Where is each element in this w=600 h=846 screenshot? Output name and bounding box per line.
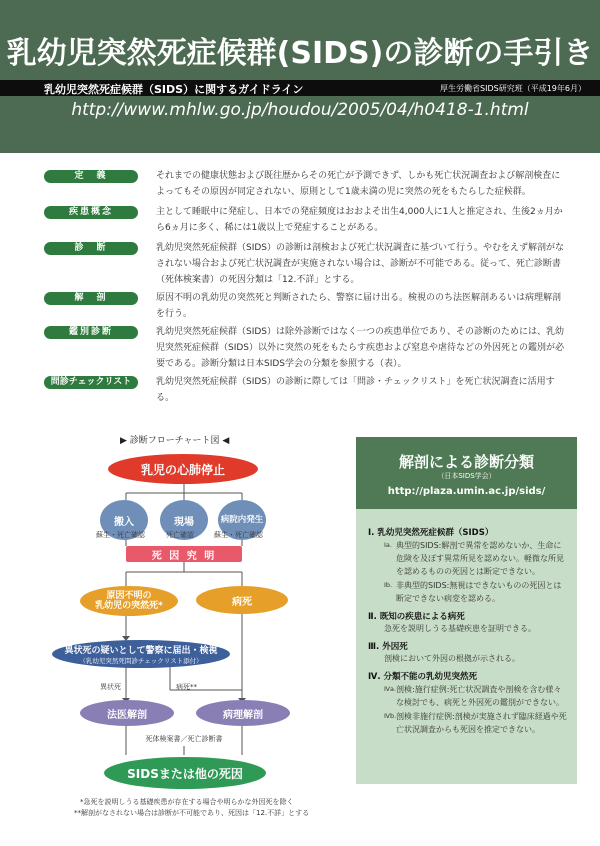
place-node: 搬入: [100, 500, 148, 540]
section-item: [368, 539, 568, 578]
subtitle: 乳幼児突然死症候群（SIDS）に関するガイドライン: [44, 83, 304, 96]
place-node: 現場: [160, 500, 208, 540]
panel-subtitle: （日本SIDS学会）: [437, 472, 496, 480]
section-desc: 剖検において外因の根拠が示される。: [384, 654, 520, 663]
definition-text: それまでの健康状態および既往歴からその死亡が予測できず、しかも死亡状況調査および解剖検査によってもその原因が同定されない、原則として1歳未満の児に突然の死をもたらした症候群。: [156, 171, 561, 197]
page-title: 乳幼児突然死症候群(SIDS)の診断の手引き: [6, 36, 594, 71]
item-text: 剖検:施行症例:死亡状況調査や剖検を含む様々な検討でも、病死と外因死の鑑別ができない。: [396, 685, 564, 707]
classification-panel: [356, 437, 577, 784]
section-desc: 急死を説明しうる基礎疾患を証明できる。: [384, 624, 536, 633]
item-key: Ib.: [384, 581, 393, 589]
place-note: 死亡確認: [166, 531, 194, 539]
definition-label: 鑑別診断: [44, 326, 138, 339]
panel-url[interactable]: http://plaza.umin.ac.jp/sids/: [387, 486, 546, 497]
panel-body: [368, 521, 568, 736]
forensic-autopsy-node: 法医解剖: [80, 700, 174, 726]
panel-header: [356, 437, 577, 509]
definition-label: 疾患概念: [44, 206, 138, 219]
item-text: 典型的SIDS:解剖で異常を認めないか、生命に危険を及ぼす異常所見を認めない。軽微な所見を認めるものの死因とは断定できない。: [396, 541, 564, 576]
definition-text: 主として睡眠中に発症し、日本での発症頻度はおおよそ出生4,000人に1人と推定され、生後2ヵ月から6ヵ月に多く、稀には1歳以上で発症することがある。: [156, 207, 563, 233]
start-node: 乳児の心肺停止: [108, 454, 258, 484]
definition-label: 診 断: [44, 242, 138, 255]
section-heading: Ⅱ. 既知の疾患による病死: [368, 612, 465, 622]
branch-label: 病死**: [176, 683, 197, 691]
definition-text: 乳幼児突然死症候群（SIDS）の診断は剖検および死亡状況調査に基づいて行う。やむをえず解剖がなされない場合および死亡状況調査が実施されない場合は、診断が不可能である。従って、死亡診断書（死体検案書）の死因分類は「12.不詳」とする。: [156, 243, 565, 285]
item-key: Ia.: [384, 541, 392, 549]
section-item: [368, 710, 568, 736]
definition-text: 原因不明の乳幼児の突然死と判断されたら、警察に届け出る。検視ののち法医解剖あるいは病理解剖を行う。: [156, 293, 562, 319]
item-key: Ⅳa.: [384, 685, 397, 693]
definition-label: 問診チェックリスト: [44, 376, 138, 389]
panel-title: 解剖による診断分類: [398, 453, 534, 471]
footnote: **解剖がなされない場合は診断が不可能であり、死因は「12.不詳」とする: [74, 809, 310, 817]
organization: 厚生労働省SIDS研究班（平成19年6月）: [440, 84, 586, 93]
definition-text: 乳幼児突然死症候群（SIDS）の診断に際しては「問診・チェックリスト」を死亡状況調査に活用する。: [156, 377, 555, 403]
definition-label: 定 義: [44, 170, 138, 183]
section-heading: Ⅳ. 分類不能の乳幼児突然死: [368, 672, 478, 682]
definition-text: 乳幼児突然死症候群（SIDS）は除外診断ではなく一つの疾患単位であり、その診断のためには、乳幼児突然死症候群（SIDS）以外に突然の死をもたらす疾患および窒息や虐待などの外因死との鑑別が必要である。診断分類は日本SIDS学会の分類を参照する（表）。: [156, 327, 565, 369]
section-heading: Ⅲ. 外因死: [368, 642, 408, 652]
certificate-label: 死体検案書／死亡診断書: [145, 735, 223, 743]
source-url[interactable]: http://www.mhlw.go.jp/houdou/2005/04/h0418-1.html: [71, 100, 529, 120]
branch-label: 異状死: [100, 683, 121, 691]
definition-label: 解 剖: [44, 292, 138, 305]
item-text: 剖検非施行症例:剖検が実施されず臨床経過や死亡状況調査からも死因を推定できない。: [396, 712, 567, 734]
place-node: 病院内発生: [218, 500, 266, 540]
place-note: 蘇生・死亡確認: [214, 531, 263, 539]
section-item: [368, 579, 568, 605]
item-key: Ⅳb.: [384, 712, 397, 720]
police-report-label: 異状死の疑いとして警察に届出・検視: [64, 646, 218, 656]
section-item: [368, 683, 568, 709]
death-cause-node: 死 因 究 明: [126, 546, 242, 562]
section-heading: Ⅰ. 乳幼児突然死症候群（SIDS）: [368, 528, 494, 538]
police-report-sub: （乳幼児突然死問診チェックリスト添付）: [79, 657, 203, 665]
unknown-sudden-death-node: 原因不明の 乳幼児の突然死*: [80, 586, 178, 616]
illness-death-node: 病死: [196, 586, 288, 614]
item-text: 非典型的SIDS:無視はできないものの死因とは断定できない病変を認める。: [396, 581, 562, 603]
final-node: SIDSまたは他の死因: [104, 757, 266, 789]
flowchart-title: ▶ 診断フローチャート図 ◀: [120, 436, 230, 446]
footnote: *急死を説明しうる基礎疾患が存在する場合や明らかな外因死を除く: [80, 798, 294, 806]
place-note: 蘇生・死亡確認: [96, 531, 145, 539]
police-report-node: [52, 640, 230, 668]
pathology-autopsy-node: 病理解剖: [196, 700, 290, 726]
